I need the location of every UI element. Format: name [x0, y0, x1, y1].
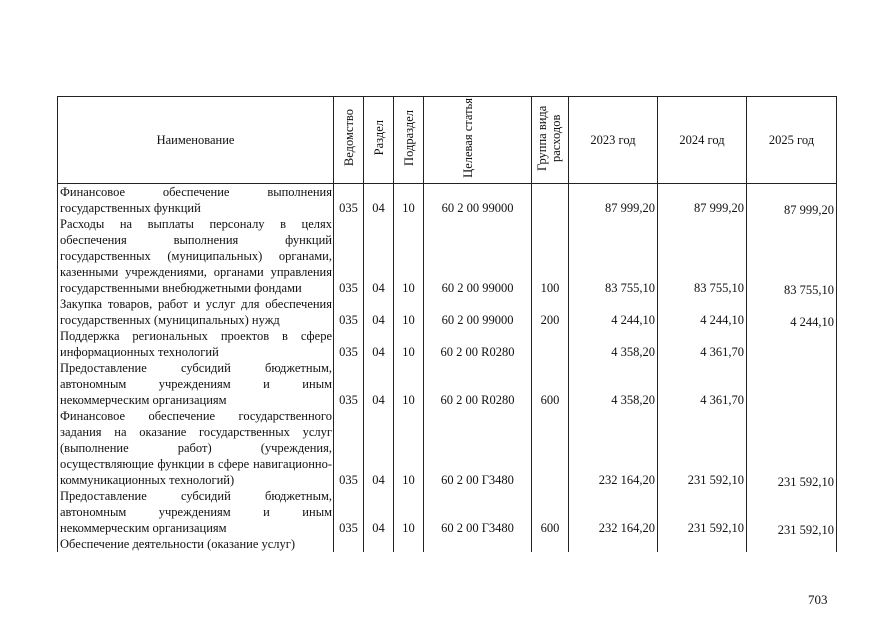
row-2024-cell: 4 244,10 [658, 296, 747, 328]
row-2024-cell [658, 536, 747, 552]
row-dept-cell: 035 [334, 328, 364, 360]
row-name-cell: Финансовое обеспечение выполнения государственных функций [58, 184, 334, 217]
header-2024: 2024 год [658, 97, 747, 184]
row-target-cell: 60 2 00 R0280 [424, 328, 532, 360]
row-subsection-cell [394, 536, 424, 552]
row-target-cell [424, 536, 532, 552]
header-2025: 2025 год [747, 97, 837, 184]
header-target: Целевая статья [424, 97, 532, 184]
row-dept-cell: 035 [334, 360, 364, 408]
row-2025-cell: 83 755,10 [747, 218, 837, 298]
row-dept-cell: 035 [334, 184, 364, 217]
row-2023-cell: 232 164,20 [569, 408, 658, 488]
row-2023-cell: 87 999,20 [569, 184, 658, 217]
row-group-cell [532, 408, 569, 488]
row-group-cell [532, 184, 569, 217]
row-group-cell: 100 [532, 216, 569, 296]
row-2024-cell: 231 592,10 [658, 488, 747, 536]
table-row [58, 296, 837, 328]
row-subsection-cell: 10 [394, 184, 424, 217]
row-subsection-cell: 10 [394, 328, 424, 360]
table-row [58, 216, 837, 296]
row-group-cell: 200 [532, 296, 569, 328]
row-name-cell: Закупка товаров, работ и услуг для обеспечения государственных (муниципальных) нужд [58, 296, 334, 328]
row-section-cell: 04 [364, 184, 394, 217]
row-name-cell: Предоставление субсидий бюджетным, автономным учреждениям и иным некоммерческим организациям [58, 360, 334, 408]
row-section-cell: 04 [364, 360, 394, 408]
row-2024-cell: 231 592,10 [658, 408, 747, 488]
row-subsection-cell: 10 [394, 296, 424, 328]
row-section-cell [364, 536, 394, 552]
row-subsection-cell: 10 [394, 408, 424, 488]
row-subsection-cell: 10 [394, 216, 424, 296]
row-2023-cell: 4 244,10 [569, 296, 658, 328]
row-target-cell: 60 2 00 Г3480 [424, 488, 532, 536]
row-section-cell: 04 [364, 296, 394, 328]
row-section-cell: 04 [364, 488, 394, 536]
row-target-cell: 60 2 00 99000 [424, 296, 532, 328]
table-row [58, 328, 837, 360]
table-row [58, 184, 837, 217]
table-body [58, 184, 837, 553]
row-2023-cell: 83 755,10 [569, 216, 658, 296]
header-section: Раздел [364, 97, 394, 184]
row-name-cell: Обеспечение деятельности (оказание услуг) [58, 536, 334, 552]
row-2023-cell: 4 358,20 [569, 328, 658, 360]
header-name: Наименование [58, 97, 334, 184]
row-2024-cell: 83 755,10 [658, 216, 747, 296]
header-dept: Ведомство [334, 97, 364, 184]
row-subsection-cell: 10 [394, 360, 424, 408]
row-2024-cell: 4 361,70 [658, 360, 747, 408]
budget-table [57, 96, 837, 552]
header-expense-group: Группа вида расходов [532, 97, 569, 184]
row-dept-cell [334, 536, 364, 552]
row-section-cell: 04 [364, 408, 394, 488]
header-subsection: Подраздел [394, 97, 424, 184]
row-2025-cell: 87 999,20 [747, 186, 837, 219]
row-dept-cell: 035 [334, 216, 364, 296]
row-subsection-cell: 10 [394, 488, 424, 536]
row-2025-cell [747, 362, 837, 410]
row-target-cell: 60 2 00 99000 [424, 216, 532, 296]
row-2023-cell [569, 536, 658, 552]
row-target-cell: 60 2 00 Г3480 [424, 408, 532, 488]
row-name-cell: Финансовое обеспечение государственного задания на оказание государственных услуг (выполнение работ) (учреждения, осуществляющие функции в сфере навигационно-коммуникационных технологий) [58, 408, 334, 488]
page-number: 703 [808, 592, 828, 607]
row-2025-cell: 4 244,10 [747, 298, 837, 330]
row-group-cell: 600 [532, 360, 569, 408]
row-2023-cell: 232 164,20 [569, 488, 658, 536]
row-name-cell: Расходы на выплаты персоналу в целях обеспечения выполнения функций государственных (муниципальных) органами, казенными учреждениями, органами управления государственными внебюджетными фондами [58, 216, 334, 296]
table-row [58, 408, 837, 488]
table-row [58, 536, 837, 552]
table-row [58, 488, 837, 536]
row-2025-cell [747, 330, 837, 362]
table-header [58, 97, 837, 184]
row-2024-cell: 87 999,20 [658, 184, 747, 217]
table-row [58, 360, 837, 408]
row-2024-cell: 4 361,70 [658, 328, 747, 360]
row-section-cell: 04 [364, 216, 394, 296]
row-group-cell [532, 536, 569, 552]
row-2025-cell: 231 592,10 [747, 490, 837, 538]
row-name-cell: Поддержка региональных проектов в сфере информационных технологий [58, 328, 334, 360]
row-section-cell: 04 [364, 328, 394, 360]
row-2025-cell [747, 538, 837, 554]
header-2023: 2023 год [569, 97, 658, 184]
row-dept-cell: 035 [334, 408, 364, 488]
row-2025-cell: 231 592,10 [747, 410, 837, 490]
row-name-cell: Предоставление субсидий бюджетным, автономным учреждениям и иным некоммерческим организациям [58, 488, 334, 536]
row-target-cell: 60 2 00 99000 [424, 184, 532, 217]
row-dept-cell: 035 [334, 296, 364, 328]
row-target-cell: 60 2 00 R0280 [424, 360, 532, 408]
row-dept-cell: 035 [334, 488, 364, 536]
row-group-cell: 600 [532, 488, 569, 536]
row-group-cell [532, 328, 569, 360]
row-2023-cell: 4 358,20 [569, 360, 658, 408]
